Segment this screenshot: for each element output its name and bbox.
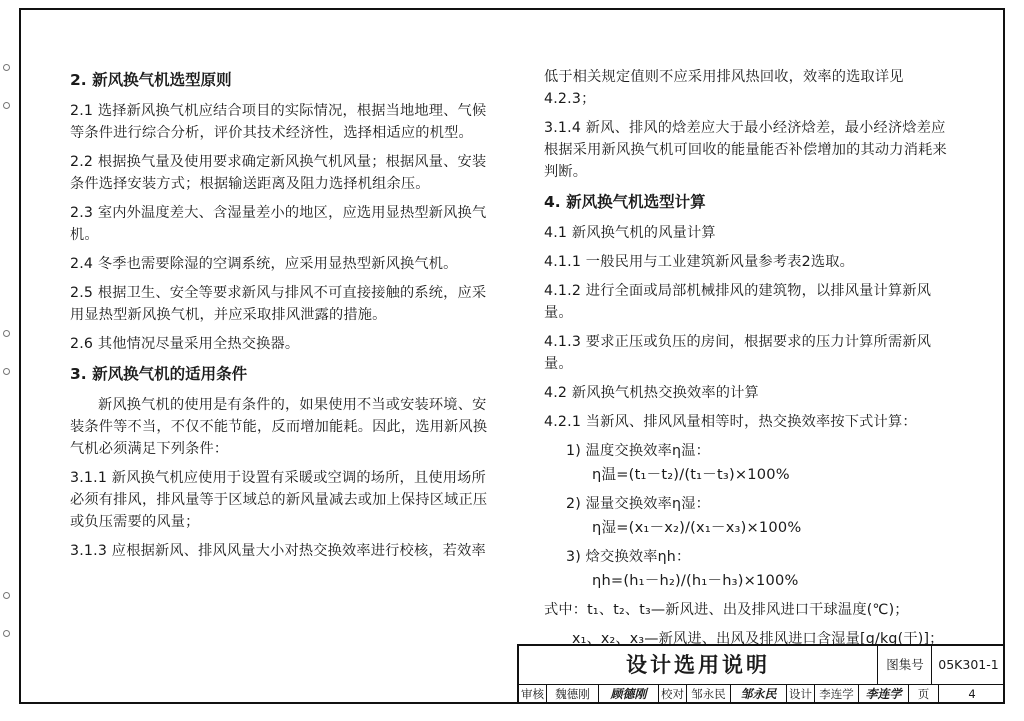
page-label: 页: [909, 685, 939, 704]
title-block: [517, 644, 1005, 704]
title-block-header: [519, 646, 1005, 685]
section-heading: 4. 新风换气机选型计算: [544, 193, 706, 211]
clause-paragraph: 4.1.3 要求正压或负压的房间，根据要求的压力计算所需新风量。: [544, 334, 932, 372]
symbol-legend: x₁、x₂、x₃—新风进、出风及排风进口含湿量[g/kg(干)]；: [572, 631, 944, 647]
check-label: 校对: [659, 685, 687, 704]
designer-name: 李连学: [815, 685, 859, 704]
binding-hole: [3, 102, 10, 109]
clause-paragraph: 3.1.1 新风换气机应使用于设置有采暖或空调的场所，且使用场所必须有排风，排风量等于区域总的新风量减去或加上保持区域正压或负压需要的风量；: [70, 470, 488, 530]
intro-paragraph: 新风换气机的使用是有条件的，如果使用不当或安装环境、安装条件等不当，不仅不能节能，反而增加能耗。因此，选用新风换气机必须满足下列条件：: [70, 397, 488, 457]
clause-paragraph: 4.1.1 一般民用与工业建筑新风量参考表2选取。: [544, 254, 855, 270]
binding-hole: [3, 368, 10, 375]
review-label: 审核: [519, 685, 547, 704]
section-heading: 3. 新风换气机的适用条件: [70, 365, 248, 383]
formula-expression: η温=(t₁－t₂)/(t₁－t₃)×100%: [592, 466, 790, 483]
symbol-legend: 式中：t₁、t₂、t₃—新风进、出及排风进口干球温度(℃)；: [544, 602, 909, 618]
atlas-number: 05K301-1: [938, 657, 999, 672]
clause-paragraph: 低于相关规定值则不应采用排风热回收，效率的选取详见4.2.3；: [544, 69, 904, 107]
clause-paragraph: 4.1.2 进行全面或局部机械排风的建筑物，以排风量计算新风量。: [544, 283, 932, 321]
clause-paragraph: 3.1.4 新风、排风的焓差应大于最小经济焓差，最小经济焓差应根据采用新风换气机可回收的能量能否补偿增加的其动力消耗来判断。: [544, 120, 947, 180]
clause-paragraph: 3.1.3 应根据新风、排风风量大小对热交换效率进行校核，若效率: [70, 543, 486, 559]
clause-paragraph: 4.2.1 当新风、排风风量相等时，热交换效率按下式计算：: [544, 414, 917, 430]
formula-expression: η湿=(x₁－x₂)/(x₁－x₃)×100%: [592, 519, 802, 536]
right-text-column: [544, 66, 954, 657]
clause-paragraph: 2.2 根据换气量及使用要求确定新风换气机风量；根据风量、安装条件选择安装方式；根据输送距离及阻力选择机组余压。: [70, 154, 487, 192]
clause-paragraph: 2.4 冬季也需要除湿的空调系统，应采用显热型新风换气机。: [70, 256, 458, 272]
page-number: 4: [968, 687, 976, 701]
clause-paragraph: 2.3 室内外温度差大、含湿量差小的地区，应选用显热型新风换气机。: [70, 205, 487, 243]
clause-paragraph: 4.2 新风换气机热交换效率的计算: [544, 385, 759, 401]
clause-paragraph: 2.6 其他情况尽量采用全热交换器。: [70, 336, 300, 352]
binding-hole: [3, 592, 10, 599]
binding-hole: [3, 630, 10, 637]
section-heading: 2. 新风换气机选型原则: [70, 71, 232, 89]
clause-paragraph: 2.5 根据卫生、安全等要求新风与排风不可直接接触的系统，应采用显热型新风换气机，并应采取排风泄露的措施。: [70, 285, 487, 323]
binding-hole: [3, 330, 10, 337]
signature-row: [519, 685, 1005, 704]
formula-label: 2) 湿量交换效率η湿：: [566, 496, 710, 512]
atlas-number-label: 图集号: [879, 646, 932, 684]
binding-hole: [3, 64, 10, 71]
binding-holes: [0, 0, 12, 721]
designer-signature: 李连学: [859, 685, 909, 704]
design-label: 设计: [787, 685, 815, 704]
formula-expression: ηh=(h₁－h₂)/(h₁－h₃)×100%: [592, 572, 799, 589]
formula-label: 3) 焓交换效率ηh：: [566, 549, 691, 565]
checker-signature: 邹永民: [731, 685, 787, 704]
checker-name: 邹永民: [687, 685, 731, 704]
clause-paragraph: 4.1 新风换气机的风量计算: [544, 225, 716, 241]
formula-label: 1) 温度交换效率η温：: [566, 443, 710, 459]
reviewer-name: 魏德刚: [547, 685, 599, 704]
clause-paragraph: 2.1 选择新风换气机应结合项目的实际情况，根据当地地理、气候等条件进行综合分析，评价其技术经济性，选择相适应的机型。: [70, 103, 487, 141]
reviewer-signature: 顾德刚: [599, 685, 659, 704]
left-text-column: [70, 66, 490, 569]
drawing-title: 设计选用说明: [519, 646, 878, 684]
